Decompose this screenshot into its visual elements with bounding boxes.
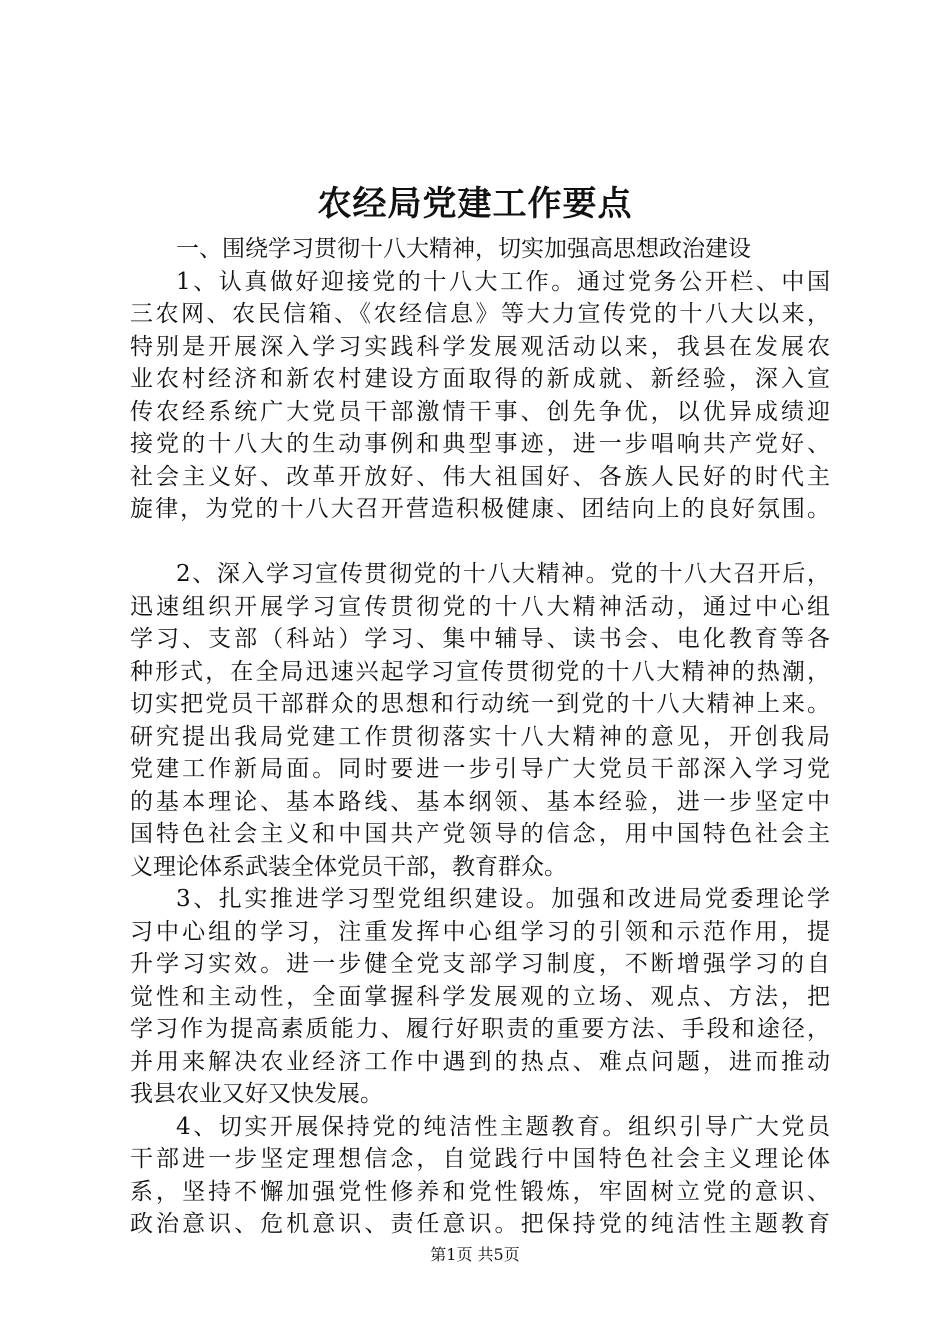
page-footer: 第1页 共5页 [430, 1245, 520, 1264]
text-line: 我县农业又好又快发展。 [130, 1081, 383, 1107]
text-line: 接党的十八大的生动事例和典型事迹，进一步唱响共产党好、 [130, 431, 830, 457]
text-line: 3、扎实推进学习型党组织建设。加强和改进局党委理论学 [176, 886, 830, 912]
text-line: 党建工作新局面。同时要进一步引导广大党员干部深入学习党 [130, 756, 830, 782]
text-line: 社会主义好、改革开放好、伟大祖国好、各族人民好的时代主 [130, 463, 830, 490]
text-line: 业农村经济和新农村建设方面取得的新成就、新经验，深入宣 [130, 366, 830, 392]
text-line: 学习、支部（科站）学习、集中辅导、读书会、电化教育等各 [130, 626, 830, 652]
text-line: 2、深入学习宣传贯彻党的十八大精神。党的十八大召开后， [176, 561, 830, 587]
text-line: 传农经系统广大党员干部激情干事、创先争优，以优异成绩迎 [130, 398, 830, 425]
text-line: 一、围绕学习贯彻十八大精神，切实加强高思想政治建设 [176, 236, 751, 262]
text-line: 义理论体系武装全体党员干部，教育群众。 [130, 853, 567, 880]
text-line: 习中心组的学习，注重发挥中心组学习的引领和示范作用，提 [130, 918, 830, 945]
document-title: 农经局党建工作要点 [317, 184, 633, 224]
text-line: 特别是开展深入学习实践科学发展观活动以来，我县在发展农 [130, 333, 830, 360]
text-line: 旋律，为党的十八大召开营造积极健康、团结向上的良好氛围。 [130, 496, 830, 522]
text-line: 种形式，在全局迅速兴起学习宣传贯彻党的十八大精神的热潮， [130, 658, 830, 685]
text-line: 政治意识、危机意识、责任意识。把保持党的纯洁性主题教育 [130, 1211, 830, 1237]
text-line: 升学习实效。进一步健全党支部学习制度，不断增强学习的自 [130, 951, 830, 977]
text-line: 1、认真做好迎接党的十八大工作。通过党务公开栏、中国 [176, 268, 830, 295]
text-line: 切实把党员干部群众的思想和行动统一到党的十八大精神上来。 [130, 691, 830, 717]
text-line: 系，坚持不懈加强党性修养和党性锻炼，牢固树立党的意识、 [130, 1178, 830, 1205]
text-line: 的基本理论、基本路线、基本纲领、基本经验，进一步坚定中 [130, 788, 830, 815]
blank-line [130, 526, 830, 559]
text-line: 三农网、农民信箱、《农经信息》等大力宣传党的十八大以来， [130, 301, 830, 327]
text-line: 学习作为提高素质能力、履行好职责的重要方法、手段和途径， [130, 1016, 830, 1042]
text-line: 干部进一步坚定理想信念，自觉践行中国特色社会主义理论体 [130, 1146, 830, 1172]
text-line: 觉性和主动性，全面掌握科学发展观的立场、观点、方法，把 [130, 983, 830, 1010]
text-line: 4、切实开展保持党的纯洁性主题教育。组织引导广大党员 [176, 1113, 830, 1140]
text-line: 迅速组织开展学习宣传贯彻党的十八大精神活动，通过中心组 [130, 593, 830, 620]
text-line: 国特色社会主义和中国共产党领导的信念，用中国特色社会主 [130, 821, 830, 847]
document-body [130, 233, 830, 1241]
text-line: 研究提出我局党建工作贯彻落实十八大精神的意见，开创我局 [130, 723, 830, 750]
text-line: 并用来解决农业经济工作中遇到的热点、难点问题，进而推动 [130, 1048, 830, 1075]
